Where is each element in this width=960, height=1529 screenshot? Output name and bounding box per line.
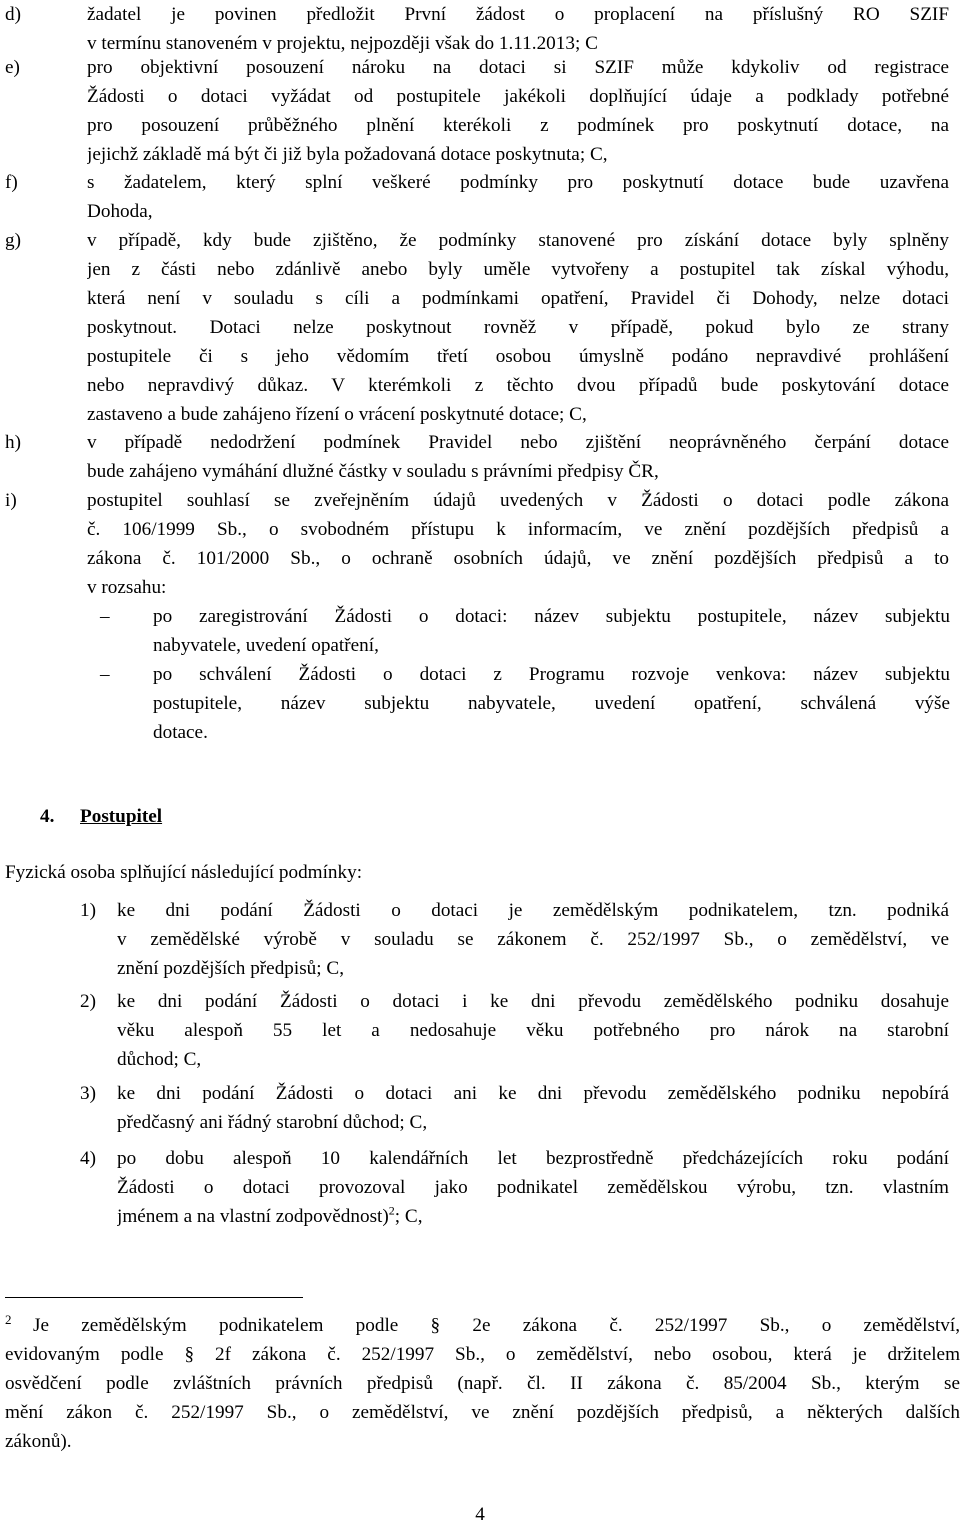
- footnote-line: mění zákon č. 252/1997 Sb., o zemědělství, ve znění pozdějších předpisů, a některých dalších: [5, 1402, 960, 1423]
- text-fragment: jménem a na vlastní zodpovědnost): [117, 1206, 389, 1227]
- list-item-text: [117, 896, 949, 983]
- text-line: ke dni podání Žádosti o dotaci i ke dni převodu zemědělského podniku dosahuje: [117, 991, 949, 1012]
- text-line: po dobu alespoň 10 kalendářních let bezprostředně předcházejících roku podání: [117, 1148, 949, 1169]
- text-fragment: ; C,: [394, 1206, 423, 1227]
- list-label: 1): [80, 900, 96, 921]
- text-line: nabyvatele, uvedení opatření,: [153, 635, 379, 656]
- text-line: žadatel je povinen předložit První žádost o proplacení na příslušný RO SZIF: [87, 4, 949, 25]
- text-line: v zemědělské výrobě v souladu se zákonem č. 252/1997 Sb., o zemědělství, ve: [117, 929, 949, 950]
- text-line: zákona č. 101/2000 Sb., o ochraně osobních údajů, ve znění pozdějších předpisů a to: [87, 548, 949, 569]
- text-line: která není v souladu s cíli a podmínkami opatření, Pravidel či Dohody, nelze dotaci: [87, 288, 949, 309]
- list-item-text: [87, 168, 949, 226]
- text-line: Žádosti o dotaci vyžádat od postupitele jakékoli doplňující údaje a podklady potřebné: [87, 86, 949, 107]
- footnote-line: osvědčení podle zvláštních právních předpisů (např. čl. II zákona č. 85/2004 Sb., kterým se: [5, 1373, 960, 1394]
- text-line: Žádosti o dotaci provozoval jako podnikatel zemědělskou výrobu, tzn. vlastním: [117, 1177, 949, 1198]
- list-label: 4): [80, 1148, 96, 1169]
- text-line: nebo nepravdivý důkaz. V kterémkoli z těchto dvou případů bude poskytování dotace: [87, 375, 949, 396]
- list-item-text: [117, 987, 949, 1074]
- text-line: po schválení Žádosti o dotaci z Programu rozvoje venkova: název subjektu: [153, 664, 950, 685]
- text-line: věku alespoň 55 let a nedosahuje věku potřebného pro nárok na starobní: [117, 1020, 949, 1041]
- text-line: poskytnout. Dotaci nelze poskytnout rovněž v případě, pokud bylo ze strany: [87, 317, 949, 338]
- text-line: jejichž základě má být či již byla požadovaná dotace poskytnuta; C,: [87, 144, 608, 165]
- dash-mark: –: [100, 664, 110, 685]
- list-item-text: [87, 0, 949, 58]
- dash-mark: –: [100, 606, 110, 627]
- footnote-line: evidovaným podle § 2f zákona č. 252/1997 Sb., o zemědělství, nebo osobou, která je držitelem: [5, 1344, 960, 1365]
- dash-item-text: [153, 602, 950, 660]
- section-title: Postupitel: [80, 806, 163, 827]
- list-label: h): [5, 432, 21, 453]
- list-item-text: [117, 1144, 949, 1231]
- text-line: č. 106/1999 Sb., o svobodném přístupu k informacím, ve znění pozdějších předpisů a: [87, 519, 949, 540]
- list-label: 3): [80, 1083, 96, 1104]
- page-number: 4: [475, 1504, 485, 1525]
- list-item-text: [87, 486, 949, 602]
- text-line: zastaveno a bude zahájeno řízení o vrácení poskytnuté dotace; C,: [87, 404, 587, 425]
- text-line: jen z části nebo zdánlivě anebo byly uměle vytvořeny a postupitel tak získal výhodu,: [87, 259, 949, 280]
- text-line-with-footnote: [117, 1202, 949, 1231]
- text-line: Dohoda,: [87, 201, 153, 222]
- list-item-text: [117, 1079, 949, 1137]
- list-item-text: [87, 226, 949, 429]
- dash-item-text: [153, 660, 950, 747]
- text-line: bude zahájeno vymáhání dlužné částky v souladu s právními předpisy ČR,: [87, 461, 659, 482]
- text-line: předčasný ani řádný starobní důchod; C,: [117, 1112, 428, 1133]
- text-line: v termínu stanoveném v projektu, nejpozději však do 1.11.2013; C: [87, 33, 598, 54]
- list-label: i): [5, 490, 17, 511]
- list-label: e): [5, 57, 20, 78]
- text-line: po zaregistrování Žádosti o dotaci: název subjektu postupitele, název subjektu: [153, 606, 950, 627]
- text-line: postupitele, název subjektu nabyvatele, uvedení opatření, schválená výše: [153, 693, 950, 714]
- list-label: 2): [80, 991, 96, 1012]
- footnote: [5, 1311, 960, 1456]
- list-label: g): [5, 230, 21, 251]
- footnote-separator: [5, 1297, 303, 1298]
- text-line: ke dni podání Žádosti o dotaci ani ke dni převodu zemědělského podniku nepobírá: [117, 1083, 949, 1104]
- text-line: postupitele či s jeho vědomím třetí osobou úmyslně podáno nepravdivé prohlášení: [87, 346, 949, 367]
- list-item-text: [87, 428, 949, 486]
- footnote-reference[interactable]: 2: [388, 1203, 395, 1218]
- text-line: v případě, kdy bude zjištěno, že podmínky stanovené pro získání dotace byly splněny: [87, 230, 949, 251]
- section-number: 4.: [40, 806, 55, 827]
- footnote-line: 2 Je zemědělským podnikatelem podle § 2e zákona č. 252/1997 Sb., o zemědělství,: [5, 1311, 960, 1336]
- text-line: důchod; C,: [117, 1049, 202, 1070]
- footnote-line: zákonů).: [5, 1431, 72, 1452]
- text-line: s žadatelem, který splní veškeré podmínky pro poskytnutí dotace bude uzavřena: [87, 172, 949, 193]
- text-line: dotace.: [153, 722, 208, 743]
- footnote-text: Je zemědělským podnikatelem podle § 2e zákona č. 252/1997 Sb., o zemědělství,: [33, 1315, 960, 1336]
- list-label: d): [5, 4, 21, 25]
- text-line: znění pozdějších předpisů; C,: [117, 958, 344, 979]
- text-line: v rozsahu:: [87, 577, 167, 598]
- section-heading: [40, 802, 162, 831]
- text-line: pro posouzení průběžného plnění kterékoli z podmínek pro poskytnutí dotace, na: [87, 115, 949, 136]
- text-line: pro objektivní posouzení nároku na dotaci si SZIF může kdykoliv od registrace: [87, 57, 949, 78]
- text-line: ke dni podání Žádosti o dotaci je zemědělským podnikatelem, tzn. podniká: [117, 900, 949, 921]
- text-line: v případě nedodržení podmínek Pravidel nebo zjištění neoprávněného čerpání dotace: [87, 432, 949, 453]
- list-label: f): [5, 172, 18, 193]
- section-intro: Fyzická osoba splňující následující podmínky:: [5, 862, 363, 883]
- text-line: postupitel souhlasí se zveřejněním údajů uvedených v Žádosti o dotaci podle zákona: [87, 490, 949, 511]
- list-item-text: [87, 53, 949, 169]
